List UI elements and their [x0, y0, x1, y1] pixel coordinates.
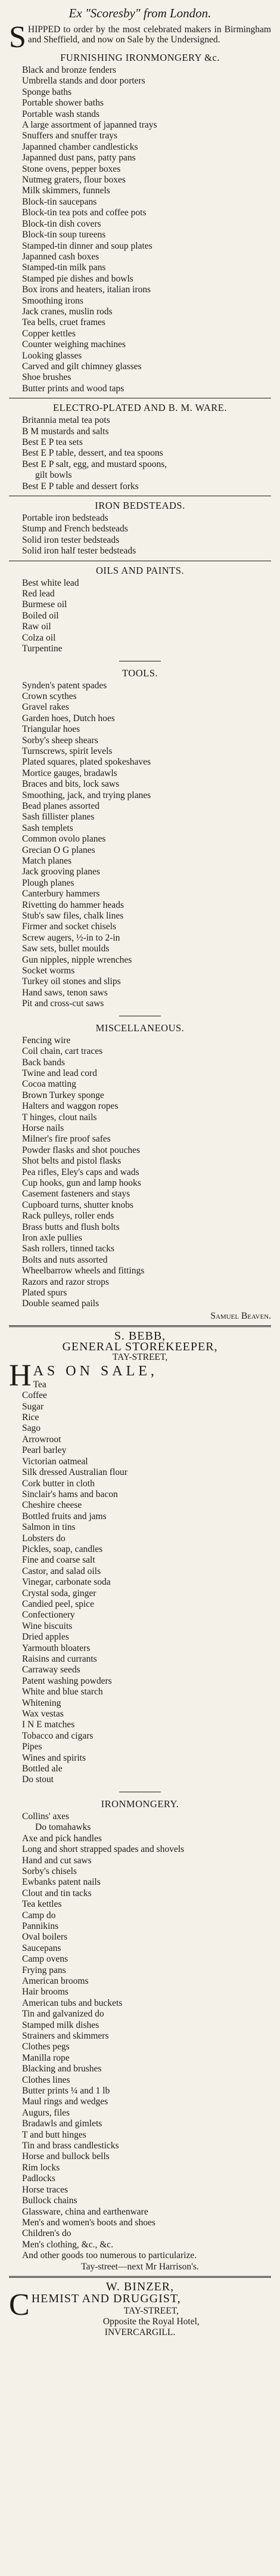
- list-item: Castor, and salad oils: [22, 1566, 101, 1576]
- list-item: Manilla rope: [22, 2052, 70, 2063]
- oils-title: OILS AND PAINTS.: [95, 564, 185, 576]
- list-item: Iron axle pullies: [22, 1233, 82, 1243]
- list-item: Brass butts and flush bolts: [22, 1221, 120, 1232]
- list-item: Black and bronze fenders: [22, 65, 116, 75]
- list-item: Burmese oil: [22, 599, 67, 610]
- list-item: Snuffers and snuffer trays: [22, 131, 117, 141]
- tools-title: TOOLS.: [122, 667, 158, 679]
- list-item: Sorby's sheep shears: [22, 735, 98, 746]
- misc-list: [9, 1035, 271, 1310]
- list-item: Strainers and skimmers: [22, 2031, 109, 2041]
- list-item: Sash rollers, tinned tacks: [22, 1244, 114, 1254]
- list-item: Confectionery: [22, 1610, 75, 1621]
- list-item: Socket worms: [22, 966, 75, 976]
- list-item: Best white lead: [22, 577, 79, 588]
- electro-title: ELECTRO-PLATED AND B. M. WARE.: [53, 402, 227, 414]
- list-item: Turkey oil stones and slips: [22, 976, 121, 987]
- list-item: Looking glasses: [22, 350, 82, 361]
- binzer-dropcap: C: [9, 2287, 30, 2322]
- ironmongery2-list: [9, 1811, 271, 2262]
- list-item: T and butt hinges: [22, 2129, 86, 2140]
- oils-list: [9, 578, 271, 655]
- list-item: Stamped pie dishes and bowls: [22, 273, 133, 284]
- advert-divider: [9, 2276, 271, 2278]
- list-item: Halters and waggon ropes: [22, 1101, 119, 1112]
- list-item: Gun nipples, nipple wrenches: [22, 954, 132, 965]
- list-item: Sponge baths: [22, 86, 72, 97]
- list-item: Grecian O G planes: [22, 845, 95, 855]
- list-item: Wines and spirits: [22, 1752, 86, 1763]
- list-item: Best E P tea sets: [22, 437, 83, 447]
- list-item: Wax vestas: [22, 1709, 64, 1720]
- list-item: Bead planes assorted: [22, 800, 99, 811]
- list-item: Stamped milk dishes: [22, 2020, 99, 2030]
- list-item: Milner's fire proof safes: [22, 1134, 111, 1145]
- list-item: And other goods too numerous to particularize.: [22, 2250, 197, 2261]
- intro-dropcap: S: [9, 20, 26, 54]
- list-item: Firmer and socket chisels: [22, 921, 116, 932]
- list-item: Block-tin saucepans: [22, 196, 97, 207]
- list-item: Best E P table and dessert forks: [22, 481, 139, 491]
- list-item: Block-tin soup tureens: [22, 230, 106, 240]
- list-item: Sorby's chisels: [22, 1866, 77, 1876]
- list-item: Cork butter in cloth: [22, 1478, 95, 1489]
- list-item: Plated spurs: [22, 1288, 67, 1298]
- list-item: American brooms: [22, 1975, 89, 1986]
- list-item: T hinges, clout nails: [22, 1112, 97, 1122]
- list-item: Arrowroot: [22, 1434, 61, 1445]
- list-item: Tobacco and cigars: [22, 1730, 94, 1741]
- list-item: Clout and tin tacks: [22, 1888, 92, 1898]
- list-item: Butter prints and wood taps: [22, 383, 125, 394]
- list-item: Japanned chamber candlesticks: [22, 141, 138, 152]
- list-item: Whitening: [22, 1697, 61, 1708]
- list-item: Boiled oil: [22, 610, 59, 621]
- list-item: Fine and coarse salt: [22, 1555, 95, 1566]
- list-item: Mortice gauges, bradawls: [22, 768, 117, 778]
- list-item: Salmon in tins: [22, 1522, 76, 1533]
- list-item: Bolts and nuts assorted: [22, 1254, 108, 1265]
- list-item: Twine and lead cord: [22, 1068, 97, 1078]
- advert-divider: [9, 1325, 271, 1327]
- list-item: Rice: [22, 1412, 39, 1423]
- list-item: Japanned dust pans, patty pans: [22, 153, 136, 163]
- iron-beds-list: [9, 513, 271, 557]
- list-item: Canterbury hammers: [22, 889, 100, 899]
- list-item: Block-tin tea pots and coffee pots: [22, 208, 147, 218]
- intro-paragraph: [9, 20, 271, 54]
- binzer-opposite: Opposite the Royal Hotel,: [102, 2316, 200, 2327]
- list-item: Men's clothing, &c., &c.: [22, 2239, 114, 2250]
- list-item: Rivetting do hammer heads: [22, 899, 124, 910]
- list-item: Tin and galvanized do: [22, 2009, 104, 2020]
- bebb-role: GENERAL STOREKEEPER,: [62, 1340, 218, 1353]
- list-item: Bottled ale: [22, 1764, 63, 1774]
- list-item: White and blue starch: [22, 1687, 103, 1697]
- binzer-name: W. BINZER,: [105, 2280, 175, 2293]
- list-item: Portable iron bedsteads: [22, 513, 108, 524]
- list-item: Clothes lines: [22, 2074, 70, 2085]
- list-item: Stone ovens, pepper boxes: [22, 163, 121, 174]
- list-item: Hair brooms: [22, 1987, 69, 1997]
- list-item: Axe and pick handles: [22, 1833, 102, 1844]
- list-item: Padlocks: [22, 2173, 55, 2184]
- list-item: Silk dressed Australian flour: [22, 1467, 127, 1478]
- list-item: Screw augers, ½-in to 2-in: [22, 932, 120, 943]
- list-item: Best E P salt, egg, and mustard spoons,: [22, 459, 167, 469]
- list-item: Synden's patent spades: [22, 680, 107, 691]
- bebb-street: TAY-STREET,: [112, 1352, 168, 1362]
- list-item: Pickles, soap, candles: [22, 1544, 103, 1554]
- list-item: Do tomahawks: [35, 1822, 91, 1833]
- list-item: Block-tin dish covers: [22, 218, 101, 229]
- list-item: Best E P table, dessert, and tea spoons: [22, 448, 163, 459]
- list-item: Triangular hoes: [22, 724, 80, 735]
- list-item: Sugar: [22, 1401, 44, 1412]
- advertisement-column: [9, 6, 271, 2564]
- list-item: Red lead: [22, 589, 55, 599]
- bebb-name: S. BEBB,: [114, 1329, 166, 1343]
- list-item: Camp do: [22, 1910, 56, 1921]
- list-item: Maul rings and wedges: [22, 2096, 108, 2107]
- list-item: Turnscrews, spirit levels: [22, 746, 113, 756]
- list-item: Vinegar, carbonate soda: [22, 1577, 111, 1588]
- list-item: Stamped-tin dinner and soup plates: [22, 240, 153, 251]
- list-item: Oval boilers: [22, 1932, 68, 1943]
- furnishing-title: FURNISHING IRONMONGERY &c.: [60, 52, 220, 63]
- list-item: Umbrella stands and door porters: [22, 76, 145, 86]
- binzer-street: TAY-STREET,: [123, 2305, 179, 2316]
- list-item: Pea rifles, Eley's caps and wads: [22, 1167, 139, 1177]
- list-item: American tubs and buckets: [22, 1997, 123, 2008]
- list-item: I N E matches: [22, 1720, 75, 1730]
- list-item: Brown Turkey sponge: [22, 1090, 104, 1100]
- list-item: Gravel rakes: [22, 702, 69, 713]
- list-item: Crown scythes: [22, 691, 77, 701]
- list-item: Sinclair's hams and bacon: [22, 1489, 118, 1499]
- list-item: Horse and bullock bells: [22, 2151, 110, 2162]
- list-item: Raw oil: [22, 621, 51, 632]
- list-item: Carraway seeds: [22, 1665, 80, 1675]
- list-item: Sash templets: [22, 822, 73, 833]
- list-item: Raisins and currants: [22, 1654, 97, 1664]
- list-item: Colza oil: [22, 632, 56, 643]
- list-item: Nutmeg graters, flour boxes: [22, 175, 126, 185]
- list-item: Collins' axes: [22, 1811, 69, 1822]
- list-item: Long and short strapped spades and shovels: [22, 1844, 185, 1855]
- list-item: Pit and cross-cut saws: [22, 998, 104, 1009]
- list-item: A large assortment of japanned trays: [22, 120, 157, 131]
- list-item: Casement fasteners and stays: [22, 1189, 130, 1199]
- advert-heading: Ex "Scoresby" from London.: [69, 6, 211, 20]
- list-item: Crystal soda, ginger: [22, 1588, 97, 1598]
- list-item: Jack cranes, muslin rods: [22, 306, 113, 317]
- list-item: Saucepans: [22, 1943, 61, 1953]
- list-item: Stump and French bedsteads: [22, 524, 128, 534]
- list-item: Pipes: [22, 1742, 42, 1752]
- list-item: Cup hooks, gun and lamp hooks: [22, 1177, 141, 1188]
- tools-list: [9, 681, 271, 1010]
- bebb-dropcap: H: [9, 1358, 32, 1393]
- list-item: Back bands: [22, 1057, 65, 1068]
- binzer-title: HEMIST AND DRUGGIST,: [31, 2292, 181, 2305]
- bebb-on-sale-text: AS ON SALE,: [33, 1363, 158, 1379]
- binzer-town: INVERCARGILL.: [104, 2327, 176, 2337]
- list-item: Rack pulleys, roller ends: [22, 1211, 114, 1221]
- list-item: Cheshire cheese: [22, 1500, 82, 1511]
- list-item: Plated squares, plated spokeshaves: [22, 757, 151, 768]
- list-item: Rim locks: [22, 2162, 60, 2173]
- list-item: Tea bells, cruet frames: [22, 317, 106, 328]
- list-item: Turpentine: [22, 644, 63, 654]
- list-item: Garden hoes, Dutch hoes: [22, 713, 115, 723]
- list-item: Stamped-tin milk pans: [22, 262, 106, 273]
- list-item: Shoe brushes: [22, 372, 71, 383]
- list-item: Shot belts and pistol flasks: [22, 1156, 122, 1167]
- intro-text: HIPPED to order by the most celebrated makers in Birmingham and Sheffield, and now on Sale by the Undersigned.: [27, 24, 271, 45]
- list-item: Children's do: [22, 2228, 71, 2239]
- list-item: Patent washing powders: [22, 1675, 112, 1686]
- list-item: Smoothing irons: [22, 295, 83, 306]
- list-item: Horse nails: [22, 1122, 64, 1133]
- list-item: Frying pans: [22, 1965, 66, 1975]
- list-item: Tea kettles: [22, 1899, 62, 1910]
- list-item: Candied peel, spice: [22, 1598, 94, 1609]
- list-item: Clothes pegs: [22, 2042, 70, 2052]
- list-item: Men's and women's boots and shoes: [22, 2217, 155, 2228]
- list-item: Smoothing, jack, and trying planes: [22, 790, 151, 800]
- list-item: Coffee: [22, 1390, 47, 1401]
- list-item: Britannia metal tea pots: [22, 415, 110, 426]
- list-item: Hand and cut saws: [22, 1855, 92, 1866]
- list-item: Plough planes: [22, 877, 74, 888]
- list-item: Saw sets, bullet moulds: [22, 944, 110, 954]
- list-item: Milk skimmers, funnels: [22, 185, 110, 196]
- list-item: gilt bowls: [35, 470, 72, 481]
- list-item: Bottled fruits and jams: [22, 1511, 107, 1522]
- list-item: Wine biscuits: [22, 1621, 73, 1631]
- list-item: Common ovolo planes: [22, 834, 106, 845]
- list-item: Coil chain, cart traces: [22, 1046, 103, 1057]
- list-item: Horse traces: [22, 2184, 69, 2195]
- list-item: Carved and gilt chimney glasses: [22, 361, 142, 372]
- list-item: Match planes: [22, 856, 72, 866]
- list-item: Copper kettles: [22, 328, 76, 339]
- signature-beaven: Samuel Beaven.: [210, 1310, 271, 1321]
- misc-title: MISCELLANEOUS.: [95, 1022, 185, 1034]
- furnishing-list: [9, 65, 271, 394]
- bebb-address: Tay-street—next Mr Harrison's.: [81, 2261, 199, 2272]
- iron-beds-title: IRON BEDSTEADS.: [95, 500, 185, 512]
- list-item: Dried apples: [22, 1632, 69, 1643]
- list-item: Jack grooving planes: [22, 867, 100, 877]
- list-item: Tea: [33, 1379, 46, 1390]
- list-item: Lobsters do: [22, 1533, 66, 1544]
- list-item: Solid iron tester bedsteads: [22, 534, 120, 545]
- list-item: Ewbanks patent nails: [22, 1877, 101, 1888]
- list-item: Victorian oatmeal: [22, 1456, 88, 1467]
- list-item: Tin and brass candlesticks: [22, 2141, 119, 2151]
- list-item: Wheelbarrow wheels and fittings: [22, 1266, 145, 1276]
- list-item: Pannikins: [22, 1921, 59, 1931]
- list-item: Bullock chains: [22, 2195, 77, 2206]
- list-item: Cupboard turns, shutter knobs: [22, 1199, 133, 1210]
- list-item: Powder flasks and shot pouches: [22, 1145, 141, 1155]
- list-item: Cocoa matting: [22, 1079, 76, 1090]
- list-item: Razors and razor strops: [22, 1276, 109, 1287]
- list-item: Fencing wire: [22, 1035, 71, 1046]
- electro-list: [9, 415, 271, 492]
- list-item: Solid iron half tester bedsteads: [22, 546, 136, 556]
- list-item: Butter prints ¼ and 1 lb: [22, 2086, 110, 2096]
- list-item: Yarmouth bloaters: [22, 1643, 91, 1653]
- list-item: Portable wash stands: [22, 109, 100, 119]
- list-item: B M mustards and salts: [22, 426, 109, 437]
- list-item: Portable shower baths: [22, 98, 104, 109]
- list-item: Do stout: [22, 1774, 54, 1785]
- ironmongery2-title: IRONMONGERY.: [101, 1798, 179, 1810]
- bebb-goods-list: [9, 1380, 271, 1786]
- list-item: Box irons and heaters, italian irons: [22, 284, 151, 295]
- list-item: Hand saws, tenon saws: [22, 987, 108, 998]
- list-item: Double seamed pails: [22, 1298, 99, 1309]
- list-item: Glassware, china and earthenware: [22, 2206, 148, 2217]
- list-item: Bradawls and gimlets: [22, 2119, 102, 2129]
- list-item: Braces and bits, lock saws: [22, 779, 120, 790]
- list-item: Japanned cash boxes: [22, 251, 99, 262]
- list-item: Blacking and brushes: [22, 2064, 102, 2074]
- list-item: Augurs, files: [22, 2107, 70, 2118]
- list-item: Camp ovens: [22, 1954, 69, 1965]
- list-item: Pearl barley: [22, 1445, 67, 1456]
- list-item: Counter weighing machines: [22, 339, 126, 350]
- list-item: Sash fillister planes: [22, 812, 95, 822]
- list-item: Stub's saw files, chalk lines: [22, 911, 124, 921]
- list-item: Sago: [22, 1423, 41, 1434]
